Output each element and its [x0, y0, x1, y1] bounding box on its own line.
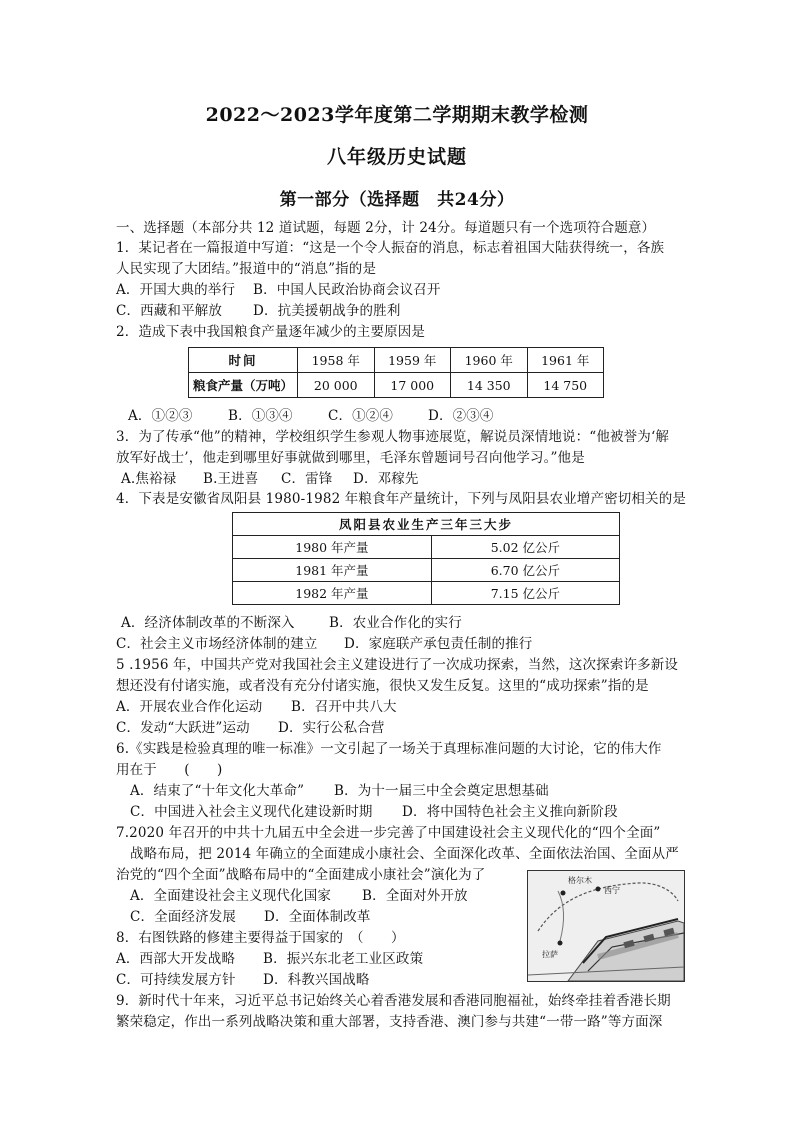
table-cell: 1958 年	[298, 348, 375, 373]
table-row	[189, 348, 604, 373]
table-cell: 14 750	[527, 373, 604, 398]
q7-stem-line2: 战略布局，把 2014 年确立的全面建成小康社会、全面深化改革、全面依法治国、全面从严	[130, 846, 679, 862]
q7-stem-line3: 治党的“四个全面”战略布局中的“全面建成小康社会”演化为了	[116, 867, 486, 883]
q4-option-b: B．农业合作化的实行	[329, 615, 462, 631]
q6-options-row2	[130, 802, 700, 822]
q5-option-a: A．开展农业合作化运动	[116, 699, 263, 715]
table-cell: 14 350	[451, 373, 528, 398]
q4-options-row2	[116, 634, 686, 654]
table-cell: 1982 年产量	[233, 582, 432, 605]
railway-map-illustration	[528, 871, 684, 981]
exam-subtitle: 八年级历史试题	[326, 146, 467, 168]
table-cell: 1961 年	[527, 348, 604, 373]
q3-stem-line1: 3．为了传承“他”的精神，学校组织学生参观人物事迹展览，解说员深情地说：“他被誉为‘解	[116, 429, 670, 445]
table-row	[233, 536, 620, 559]
table-cell: 5.02 亿公斤	[431, 536, 619, 559]
q1-stem-line2: 人民实现了大团结。”报道中的“消息”指的是	[116, 261, 377, 277]
q5-stem-line2: 想还没有付诸实施，或者没有充分付诸实施，很快又发生反复。这里的“成功探索”指的是	[116, 678, 649, 694]
table-cell: 20 000	[298, 373, 375, 398]
grain-output-table	[188, 347, 604, 398]
q5-options-row1	[116, 697, 686, 717]
q4-option-d: D．家庭联产承包责任制的推行	[344, 636, 533, 652]
q7-option-b: B．全面对外开放	[362, 888, 468, 904]
q6-option-a: A．结束了“十年文化大革命”	[130, 783, 305, 799]
map-label-xining: 西宁	[604, 886, 620, 895]
q7-stem-line1: 7.2020 年召开的中共十九届五中全会进一步完善了中国建设社会主义现代化的“四个全面”	[116, 825, 661, 841]
q1-option-c: C．西藏和平解放	[116, 303, 223, 319]
table-cell: 17 000	[374, 373, 451, 398]
q6-options-row1	[130, 781, 700, 801]
q6-option-d: D．将中国特色社会主义推向新阶段	[402, 804, 618, 820]
q1-options-row2	[116, 301, 686, 321]
q3-options	[121, 469, 691, 489]
table-cell: 1959 年	[374, 348, 451, 373]
q8-option-c: C．可持续发展方针	[116, 972, 236, 988]
q2-options	[128, 406, 698, 426]
q1-option-b: B．中国人民政治协商会议召开	[253, 282, 441, 298]
q6-stem-line2: 用在于 ( )	[116, 762, 223, 778]
q2-option-b: B．①③④	[228, 408, 293, 424]
q5-option-b: B．召开中共八大	[291, 699, 397, 715]
q9-stem-line1: 9．新时代十年来，习近平总书记始终关心着香港发展和香港同胞福祉，始终牵挂着香港长期	[116, 993, 671, 1009]
q1-options-row1	[116, 280, 686, 300]
q1-option-d: D．抗美援朝战争的胜利	[253, 303, 401, 319]
q5-option-c: C．发动“大跃进”运动	[116, 720, 250, 736]
q3-option-d: D．邓稼先	[353, 471, 419, 487]
q7-option-d: D．全面体制改革	[264, 909, 371, 925]
table-cell: 7.15 亿公斤	[431, 582, 619, 605]
q8-stem: 8．右图铁路的修建主要得益于国家的 （ ）	[116, 930, 405, 946]
q2-option-d: D．②③④	[428, 408, 494, 424]
table-row	[233, 559, 620, 582]
q4-option-c: C．社会主义市场经济体制的建立	[116, 636, 318, 652]
railway-map-figure	[527, 870, 685, 982]
q6-stem-line1: 6.《实践是检验真理的唯一标准》一文引起了一场关于真理标准问题的大讨论，它的伟大作	[116, 741, 662, 757]
table-cell: 6.70 亿公斤	[431, 559, 619, 582]
part-heading: 第一部分（选择题 共24分）	[279, 190, 515, 210]
q5-options-row2	[116, 718, 686, 738]
q4-option-a: A．经济体制改革的不断深入	[121, 615, 295, 631]
exam-title: 2022～2023学年度第二学期期末教学检测	[205, 104, 589, 126]
q3-stem-line2: 放军好战士’，他走到哪里好事就做到哪里，毛泽东曾题词号召向他学习。”他是	[116, 450, 585, 466]
table-cell: 1980 年产量	[233, 536, 432, 559]
q1-stem-line1: 1．某记者在一篇报道中写道：“这是一个令人振奋的消息，标志着祖国大陆获得统一，各族	[116, 240, 665, 256]
map-label-lhasa: 拉萨	[542, 950, 558, 959]
table-header-cell: 时间	[189, 348, 298, 373]
q2-stem: 2．造成下表中我国粮食产量逐年减少的主要原因是	[116, 324, 426, 340]
table-caption: 凤阳县农业生产三年三大步	[233, 513, 620, 536]
q5-option-d: D．实行公私合营	[278, 720, 385, 736]
q6-option-c: C．中国进入社会主义现代化建设新时期	[130, 804, 373, 820]
section-instructions: 一、选择题（本部分共 12 道试题，每题 2分，计 24分。每道题只有一个选项符合题意）	[116, 220, 656, 236]
q9-stem-line2: 繁荣稳定，作出一系列战略决策和重大部署，支持香港、澳门参与共建“一带一路”等方面深	[116, 1014, 663, 1030]
q6-option-b: B．为十一届三中全会奠定思想基础	[334, 783, 549, 799]
q4-options-row1	[121, 613, 691, 633]
q1-option-a: A．开国大典的举行	[116, 282, 236, 298]
q7-option-a: A．全面建设社会主义现代化国家	[130, 888, 331, 904]
q2-option-c: C．①②④	[328, 408, 394, 424]
table-row	[233, 582, 620, 605]
table-row	[189, 373, 604, 398]
q8-option-b: B．振兴东北老工业区政策	[263, 951, 424, 967]
table-cell: 1981 年产量	[233, 559, 432, 582]
q3-option-a: A.焦裕禄	[121, 471, 177, 487]
fengyang-output-table	[232, 512, 620, 605]
table-cell: 1960 年	[451, 348, 528, 373]
q2-option-a: A．①②③	[128, 408, 193, 424]
q3-option-c: C．雷锋	[281, 471, 333, 487]
q7-option-c: C．全面经济发展	[130, 909, 237, 925]
map-label-golmud: 格尔木	[568, 876, 592, 885]
q8-option-a: A．西部大开发战略	[116, 951, 236, 967]
q4-stem: 4．下表是安徽省凤阳县 1980-1982 年粮食年产量统计，下列与凤阳县农业增产密切相关的是	[116, 491, 686, 507]
q8-option-d: D．科教兴国战略	[263, 972, 370, 988]
table-header-cell: 粮食产量（万吨）	[189, 373, 298, 398]
q5-stem-line1: 5 .1956 年，中国共产党对我国社会主义建设进行了一次成功探索，当然，这次探索许多新设	[116, 657, 679, 673]
q3-option-b: B.王进喜	[203, 471, 259, 487]
table-row	[233, 513, 620, 536]
